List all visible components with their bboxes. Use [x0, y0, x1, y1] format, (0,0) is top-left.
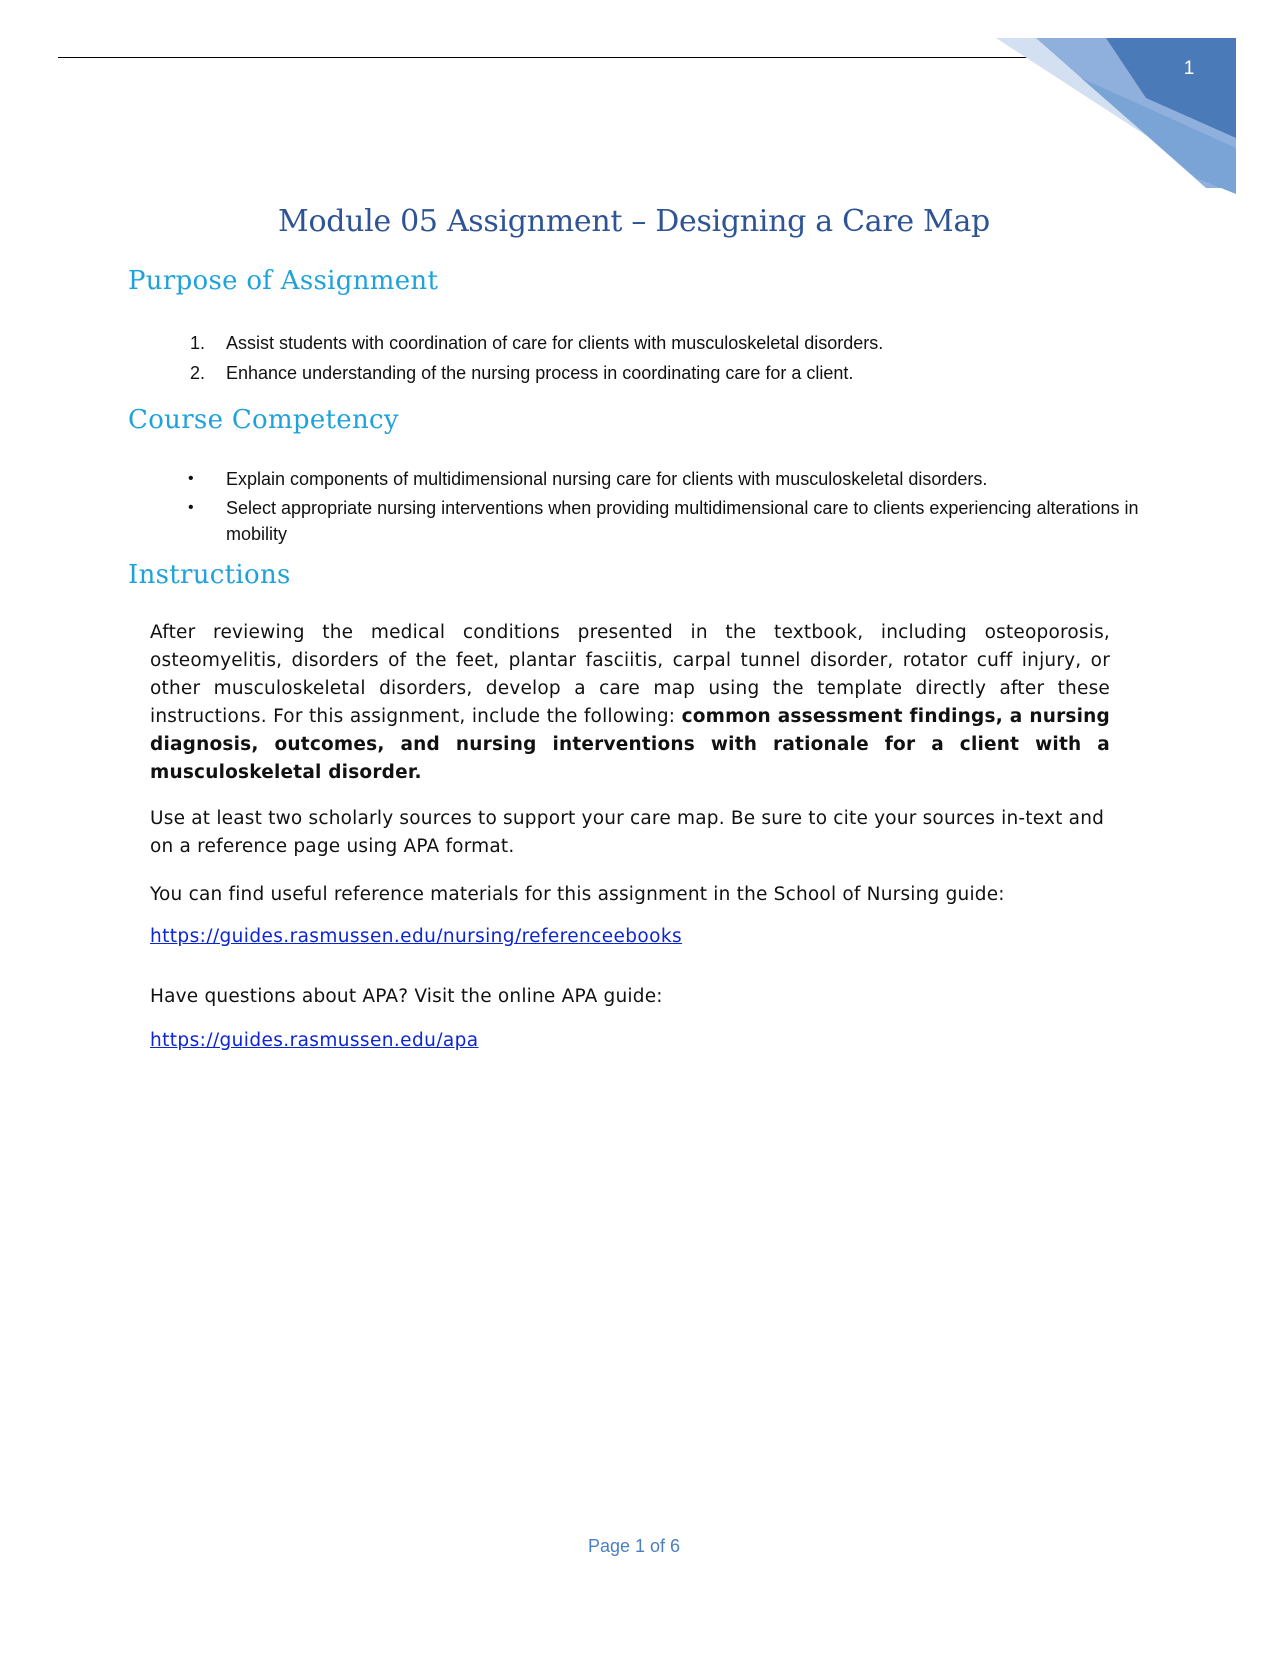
header-page-number: 1: [1183, 58, 1195, 79]
instructions-heading: Instructions: [128, 560, 291, 590]
purpose-list: [184, 330, 1144, 390]
footer-page-label: Page 1 of 6: [587, 1536, 681, 1556]
purpose-heading: Purpose of Assignment: [128, 266, 439, 296]
list-item-text: Assist students with coordination of care for clients with musculoskeletal disorders.: [226, 333, 884, 353]
sources-paragraph: Use at least two scholarly sources to support your care map. Be sure to cite your sources in-text and on a reference page using APA format.: [150, 808, 1105, 857]
list-item: [184, 466, 1144, 492]
reference-guide-text: You can find useful reference materials for this assignment in the School of Nursing guide:: [150, 884, 1005, 905]
list-item: [184, 495, 1144, 547]
competency-heading: Course Competency: [128, 405, 399, 435]
instructions-text: After reviewing the medical conditions presented in the textbook, including osteoporosis, osteomyelitis, disorders of the feet, plantar fasciitis, carpal tunnel disorder, rotator cuff injury, or other musculoskeletal disorders, develop a care map using the template directly after these instructions. For this assignment, include the following:: [150, 622, 1110, 727]
list-number: 1.: [190, 333, 206, 353]
reference-ebooks-link[interactable]: https://guides.rasmussen.edu/nursing/referenceebooks: [150, 926, 683, 947]
list-item: [184, 330, 1144, 356]
list-item: [184, 360, 1144, 386]
apa-guide-link[interactable]: https://guides.rasmussen.edu/apa: [150, 1030, 479, 1051]
instructions-requirements: common assessment findings, a nursing diagnosis, outcomes, and nursing interventions with rationale for a client with a musculoskeletal disorder.: [150, 706, 1110, 783]
instructions-paragraph: [150, 619, 1110, 787]
list-item-text: Select appropriate nursing interventions when providing multidimensional care to clients experiencing alterations in mobility: [226, 498, 1139, 544]
apa-question-text: Have questions about APA? Visit the online APA guide:: [150, 986, 663, 1007]
bullet: •: [188, 499, 194, 516]
bullet: •: [188, 470, 194, 487]
list-number: 2.: [190, 363, 206, 383]
list-item-text: Enhance understanding of the nursing process in coordinating care for a client.: [226, 363, 854, 383]
competency-list: [184, 466, 1144, 550]
document-title: Module 05 Assignment – Designing a Care Map: [278, 204, 990, 239]
list-item-text: Explain components of multidimensional nursing care for clients with musculoskeletal disorders.: [226, 469, 988, 489]
